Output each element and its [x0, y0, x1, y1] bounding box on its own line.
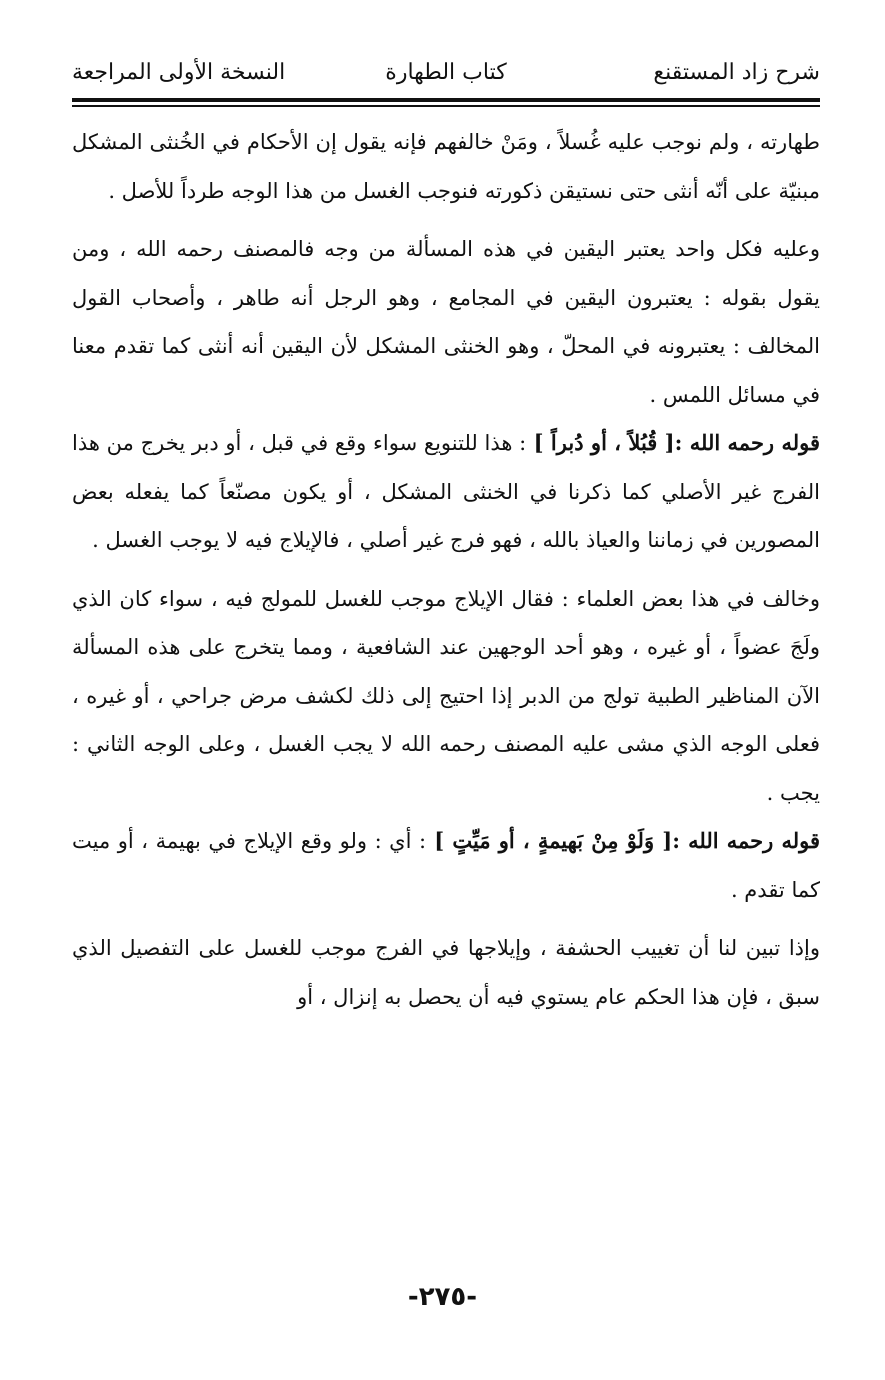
paragraph-3: [72, 419, 820, 565]
paragraph-5-text: : أي : ولو وقع الإيلاج في بهيمة ، أو ميت كما تقدم .: [72, 829, 820, 902]
paragraph-5: [72, 817, 820, 914]
paragraph-1-text: طهارته ، ولم نوجب عليه غُسلاً ، ومَنْ خالفهم فإنه يقول إن الأحكام في الخُنثى المشكل مبنيّة على أنّه أنثى حتى نستيقن ذكورته فنوجب الغسل من هذا الوجه طرداً للأصل .: [72, 130, 820, 203]
paragraph-2: [72, 225, 820, 419]
paragraph-3-lead: قوله رحمه الله :[ قُبُلاً ، أو دُبراً ]: [526, 430, 820, 455]
paragraph-5-lead: قوله رحمه الله :[ وَلَوْ مِنْ بَهيمةٍ ، أو مَيِّتٍ ]: [426, 828, 820, 853]
paragraph-6: [72, 924, 820, 1021]
paragraph-1: [72, 118, 820, 215]
paragraph-2-text: وعليه فكل واحد يعتبر اليقين في هذه المسألة من وجه فالمصنف رحمه الله ، ومن يقول بقوله : يعتبرون اليقين في المجامع ، وهو الرجل أنه طاهر ، وأصحاب القول المخالف : يعتبرونه في المحلّ ، وهو الخنثى المشكل لأن اليقين أنه أنثى كما تقدم معنا في مسائل اللمس .: [72, 237, 820, 407]
running-header: [72, 52, 820, 96]
header-rule-thin: [72, 105, 820, 107]
header-rule-thick: [72, 98, 820, 102]
header-chapter-title: كتاب الطهارة: [385, 60, 507, 85]
paragraph-4: [72, 575, 820, 818]
header-edition-note: النسخة الأولى المراجعة: [72, 60, 286, 85]
page-number: -٢٧٥-: [407, 1282, 478, 1312]
paragraph-3-text: : هذا للتنويع سواء وقع في قبل ، أو دبر يخرج من هذا الفرج غير الأصلي كما ذكرنا في الخنثى المشكل ، أو يكون مصنّعاً كما يفعله بعض المصورين في زماننا والعياذ بالله ، فهو فرج غير أصلي ، فالإيلاج فيه لا يوجب الغسل .: [72, 431, 820, 552]
header-book-title: شرح زاد المستقنع: [653, 60, 820, 85]
main-text: [72, 118, 820, 1021]
paragraph-4-text: وخالف في هذا بعض العلماء : فقال الإيلاج موجب للغسل للمولج فيه ، سواء كان الذي ولَجَ عضواً ، أو غيره ، وهو أحد الوجهين عند الشافعية ، ومما يتخرج على هذه المسألة الآن المناظير الطبية تولج من الدبر إذا احتيج إلى ذلك لكشف مرض جراحي ، أو غيره ، فعلى الوجه الذي مشى عليه المصنف رحمه الله لا يجب الغسل ، وعلى الوجه الثاني : يجب .: [72, 586, 820, 805]
paragraph-6-text: وإذا تبين لنا أن تغييب الحشفة ، وإيلاجها في الفرج موجب للغسل على التفصيل الذي سبق ، فإن هذا الحكم عام يستوي فيه أن يحصل به إنزال ، أو: [72, 936, 820, 1009]
